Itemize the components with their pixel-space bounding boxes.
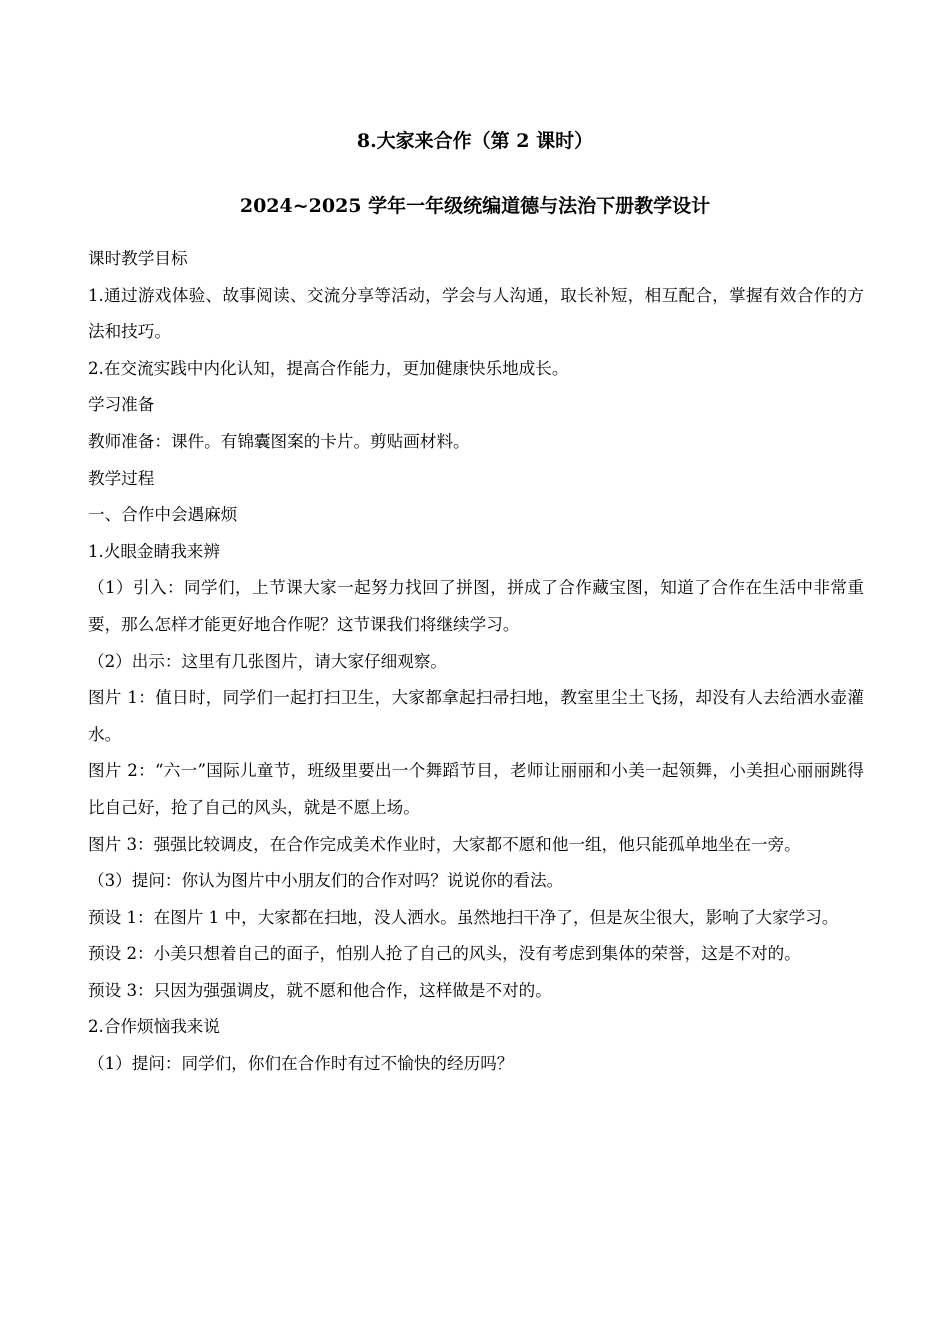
preset-2: 预设 2：小美只想着自己的面子，怕别人抢了自己的风头，没有考虑到集体的荣誉，这是不对的。 (88, 944, 801, 964)
objective-1: 1.通过游戏体验、故事阅读、交流分享等活动，学会与人沟通，取长补短，相互配合，掌握有效合作的方法和技巧。 (88, 285, 864, 342)
preset-3: 预设 3：只因为强强调皮，就不愿和他合作，这样做是不对的。 (88, 980, 552, 1000)
step-question: （3）提问：你认为图片中小朋友们的合作对吗？说说你的看法。 (88, 871, 564, 891)
step-show-pictures: （2）出示：这里有几张图片，请大家仔细观察。 (88, 651, 448, 671)
document-body (88, 241, 864, 1083)
lesson-title: 8.大家来合作（第 2 课时） (356, 130, 594, 152)
picture-1-text: 图片 1：值日时，同学们一起打扫卫生，大家都拿起扫帚扫地，教室里尘土飞扬，却没有人去给洒水壶灌水。 (88, 688, 864, 744)
part-1-heading: 一、合作中会遇麻烦 (88, 505, 238, 525)
section-heading-objectives: 课时教学目标 (88, 249, 188, 268)
activity-2-heading: 2.合作烦恼我来说 (88, 1017, 220, 1037)
picture-2-text: 图片 2：“六一”国际儿童节，班级里要出一个舞蹈节目，老师让丽丽和小美一起领舞，小美担心丽丽跳得比自己好，抢了自己的风头，就是不愿上场。 (88, 761, 864, 817)
objective-2: 2.在交流实践中内化认知，提高合作能力，更加健康快乐地成长。 (88, 358, 569, 378)
preset-1: 预设 1：在图片 1 中，大家都在扫地，没人洒水。虽然地扫干净了，但是灰尘很大，影响了大家学习。 (88, 907, 839, 927)
teacher-preparation: 教师准备：课件。有锦囊图案的卡片。剪贴画材料。 (88, 431, 470, 451)
step-introduction: （1）引入：同学们，上节课大家一起努力找回了拼图，拼成了合作藏宝图，知道了合作在生活中非常重要，那么怎样才能更好地合作呢？这节课我们将继续学习。 (88, 578, 864, 634)
section-heading-process: 教学过程 (88, 468, 155, 488)
step-question-2: （1）提问：同学们，你们在合作时有过不愉快的经历吗？ (88, 1054, 514, 1074)
document-subtitle: 2024~2025 学年一年级统编道德与法治下册教学设计 (239, 195, 711, 217)
picture-3-text: 图片 3：强强比较调皮，在合作完成美术作业时，大家都不愿和他一组，他只能孤单地坐在一旁。 (88, 834, 801, 854)
section-heading-preparation: 学习准备 (88, 395, 155, 415)
activity-1-heading: 1.火眼金睛我来辨 (88, 541, 220, 561)
